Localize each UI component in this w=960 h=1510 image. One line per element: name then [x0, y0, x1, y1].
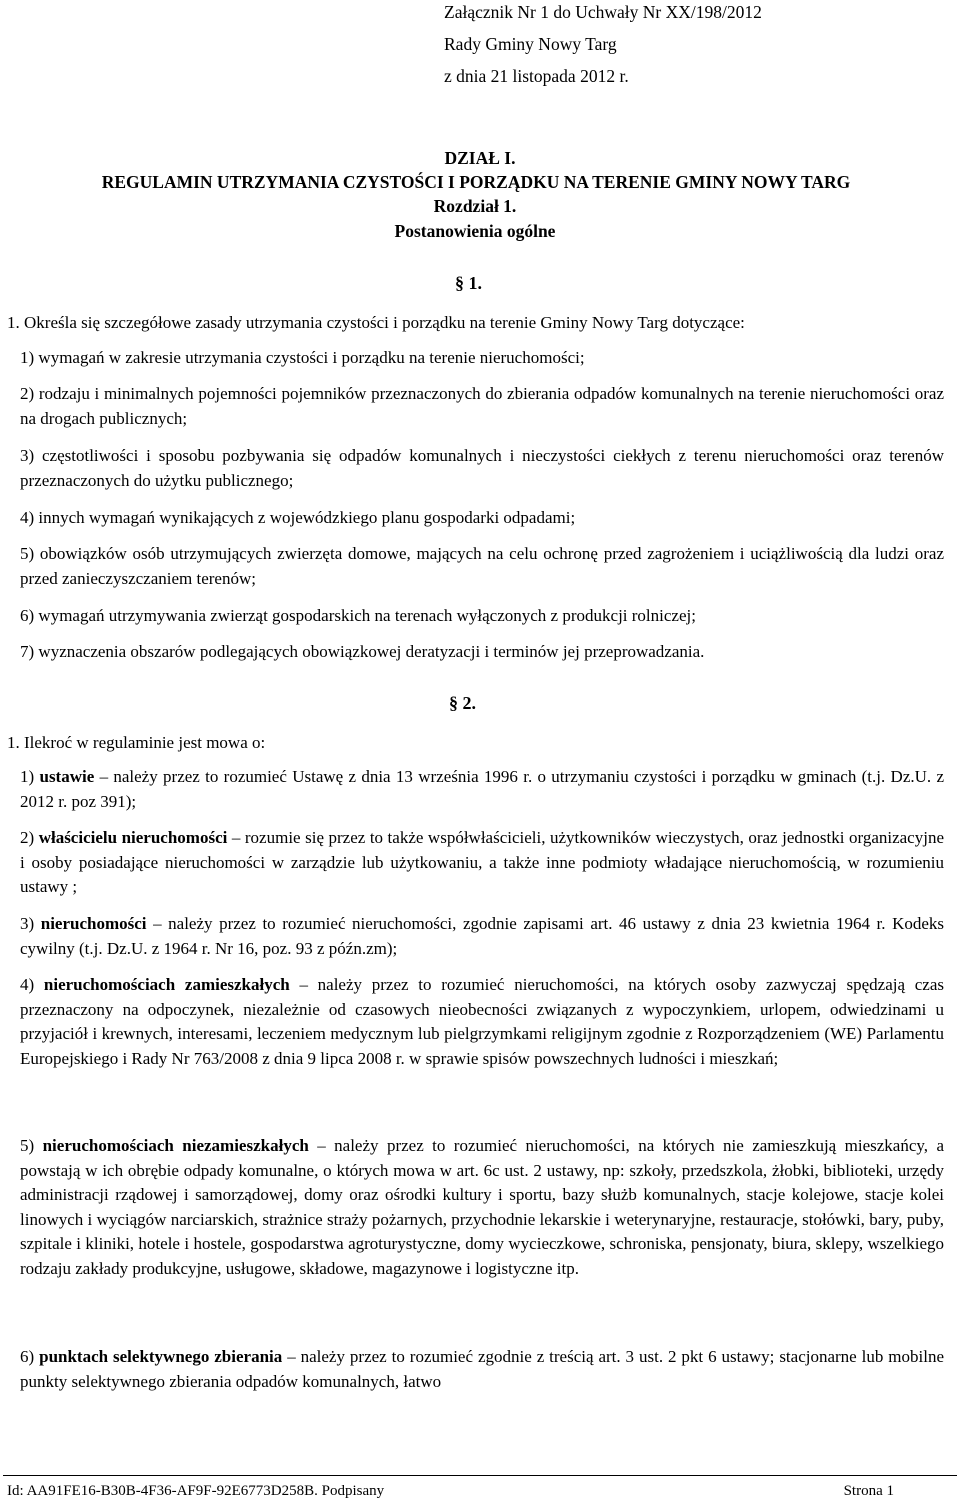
definition-item: 2) właścicielu nieruchomości – rozumie się przez to także współwłaścicieli, użytkowników wieczystych, oraz jednostki organizacyjne i osoby posiadające nieruchomości w zarządzie lub użytkowaniu, a także inne podmioty władające nieruchomością, w rozumieniu ustawy ; — [20, 828, 944, 896]
definition-term: właścicielu nieruchomości — [38, 828, 228, 847]
definition-term: punktach selektywnego zbierania — [39, 1347, 283, 1366]
list-item: 2) rodzaju i minimalnych pojemności pojemników przeznaczonych do zbierania odpadów komunalnych na terenie nieruchomości oraz na drogach publicznych; — [20, 384, 944, 428]
definition-term: nieruchomości — [40, 914, 147, 933]
definition-item: 5) nieruchomościach niezamieszkałych – należy przez to rozumieć nieruchomości, na których nie zamieszkują mieszkańcy, a powstają w ich obrębie odpady komunalne, o których mowa w art. 6c ust. 2 ustawy, np: szkoły, przedszkola, żłobki, biblioteki, urzędy administracji rządowej i samorządowej, domy oraz ośrodki kultury i sportu, bazy służb komunalnych, stacje kolejowe, stacje kolei linowych i wyciągów narciarskich, strażnice straży pożarnych, przychodnie lekarskie i weterynaryjne, restauracje, stołówki, bary, puby, szpitale i kliniki, hotele i hostele, gospodarstwa agroturystyczne, domy wycieczkowe, schroniska, pensjonaty, biura, sklepy, wszelkiego rodzaju zakłady produkcyjne, usługowe, składowe, magazynowe i logistyczne itp. — [20, 1136, 944, 1278]
paragraph-2-intro: 1. Ilekroć w regulaminie jest mowa o: — [7, 733, 266, 752]
definition-item: 1) ustawie – należy przez to rozumieć Ustawę z dnia 13 września 1996 r. o utrzymaniu czystości i porządku w gminach (t.j. Dz.U. z 2012 r. poz 391); — [20, 767, 944, 811]
definition-term: nieruchomościach niezamieszkałych — [42, 1136, 309, 1155]
list-item: 3) częstotliwości i sposobu pozbywania się odpadów komunalnych i nieczystości ciekłych z terenu nieruchomości oraz terenów przeznaczonych do użytku publicznego; — [20, 446, 944, 490]
section-title-dzial: DZIAŁ I. — [444, 148, 516, 168]
section-sign-icon: § — [455, 273, 464, 293]
definition-term: nieruchomościach zamieszkałych — [43, 975, 290, 994]
attachment-header — [444, 2, 835, 98]
list-item: 5) obowiązków osób utrzymujących zwierzęta domowe, mających na celu ochronę przed zagrożeniem i uciążliwością dla ludzi oraz przed zanieczyszczaniem terenów; — [20, 544, 944, 588]
document-title: REGULAMIN UTRZYMANIA CZYSTOŚCI I PORZĄDKU NA TERENIE GMINY NOWY TARG — [101, 172, 851, 192]
header-line-1: Załącznik Nr 1 do Uchwały Nr XX/198/2012 — [444, 2, 762, 22]
header-line-3: z dnia 21 listopada 2012 r. — [444, 66, 629, 86]
chapter-title: Rozdział 1. — [433, 196, 517, 216]
list-item: 7) wyznaczenia obszarów podlegających obowiązkowej deratyzacji i terminów jej przeprowadzania. — [20, 642, 705, 661]
list-item: 4) innych wymagań wynikających z wojewódzkiego planu gospodarki odpadami; — [20, 508, 576, 527]
paragraph-2-number: § 2. — [449, 693, 476, 713]
definition-item: 6) punktach selektywnego zbierania – należy przez to rozumieć zgodnie z treścią art. 3 ust. 2 pkt 6 ustawy; stacjonarne lub mobilne punkty selektywnego zbierania odpadów komunalnych, łatwo — [20, 1347, 945, 1391]
list-item: 1) wymagań w zakresie utrzymania czystości i porządku na terenie nieruchomości; — [20, 348, 585, 367]
paragraph-1-intro: 1. Określa się szczegółowe zasady utrzymania czystości i porządku na terenie Gminy Nowy Targ dotyczące: — [7, 313, 745, 332]
definition-term: ustawie — [39, 767, 95, 786]
chapter-subtitle: Postanowienia ogólne — [394, 221, 556, 241]
definition-item: 4) nieruchomościach zamieszkałych – należy przez to rozumieć nieruchomości, na których osoby zazwyczaj spędzają czas przeznaczony na odpoczynek, niezależnie od czasowych nieobecności związanych z wypoczynkiem, urlopem, odwiedzinami u przyjaciół i krewnych, interesami, leczeniem medycznym lub pielgrzymkami religijnym zgodnie z Rozporządzeniem (WE) Parlamentu Europejskiego i Rady Nr 763/2008 z dnia 9 lipca 2008 r. w sprawie spisów powszechnych ludności i mieszkań; — [20, 975, 945, 1068]
footer-divider — [3, 1475, 957, 1476]
list-item: 6) wymagań utrzymywania zwierząt gospodarskich na terenach wyłączonych z produkcji rolniczej; — [20, 606, 696, 625]
footer-document-id: Id: AA91FE16-B30B-4F36-AF9F-92E6773D258B. Podpisany — [7, 1483, 385, 1499]
definition-item: 3) nieruchomości – należy przez to rozumieć nieruchomości, zgodnie zapisami art. 46 ustawy z dnia 23 kwietnia 1964 r. Kodeks cywilny (t.j. Dz.U. z 1964 r. Nr 16, poz. 93 z późn.zm); — [20, 914, 945, 958]
header-line-2: Rady Gminy Nowy Targ — [444, 34, 617, 54]
paragraph-1-number: § 1. — [455, 273, 482, 293]
footer-page-number: Strona 1 — [843, 1483, 894, 1499]
section-sign-icon: § — [449, 693, 458, 713]
